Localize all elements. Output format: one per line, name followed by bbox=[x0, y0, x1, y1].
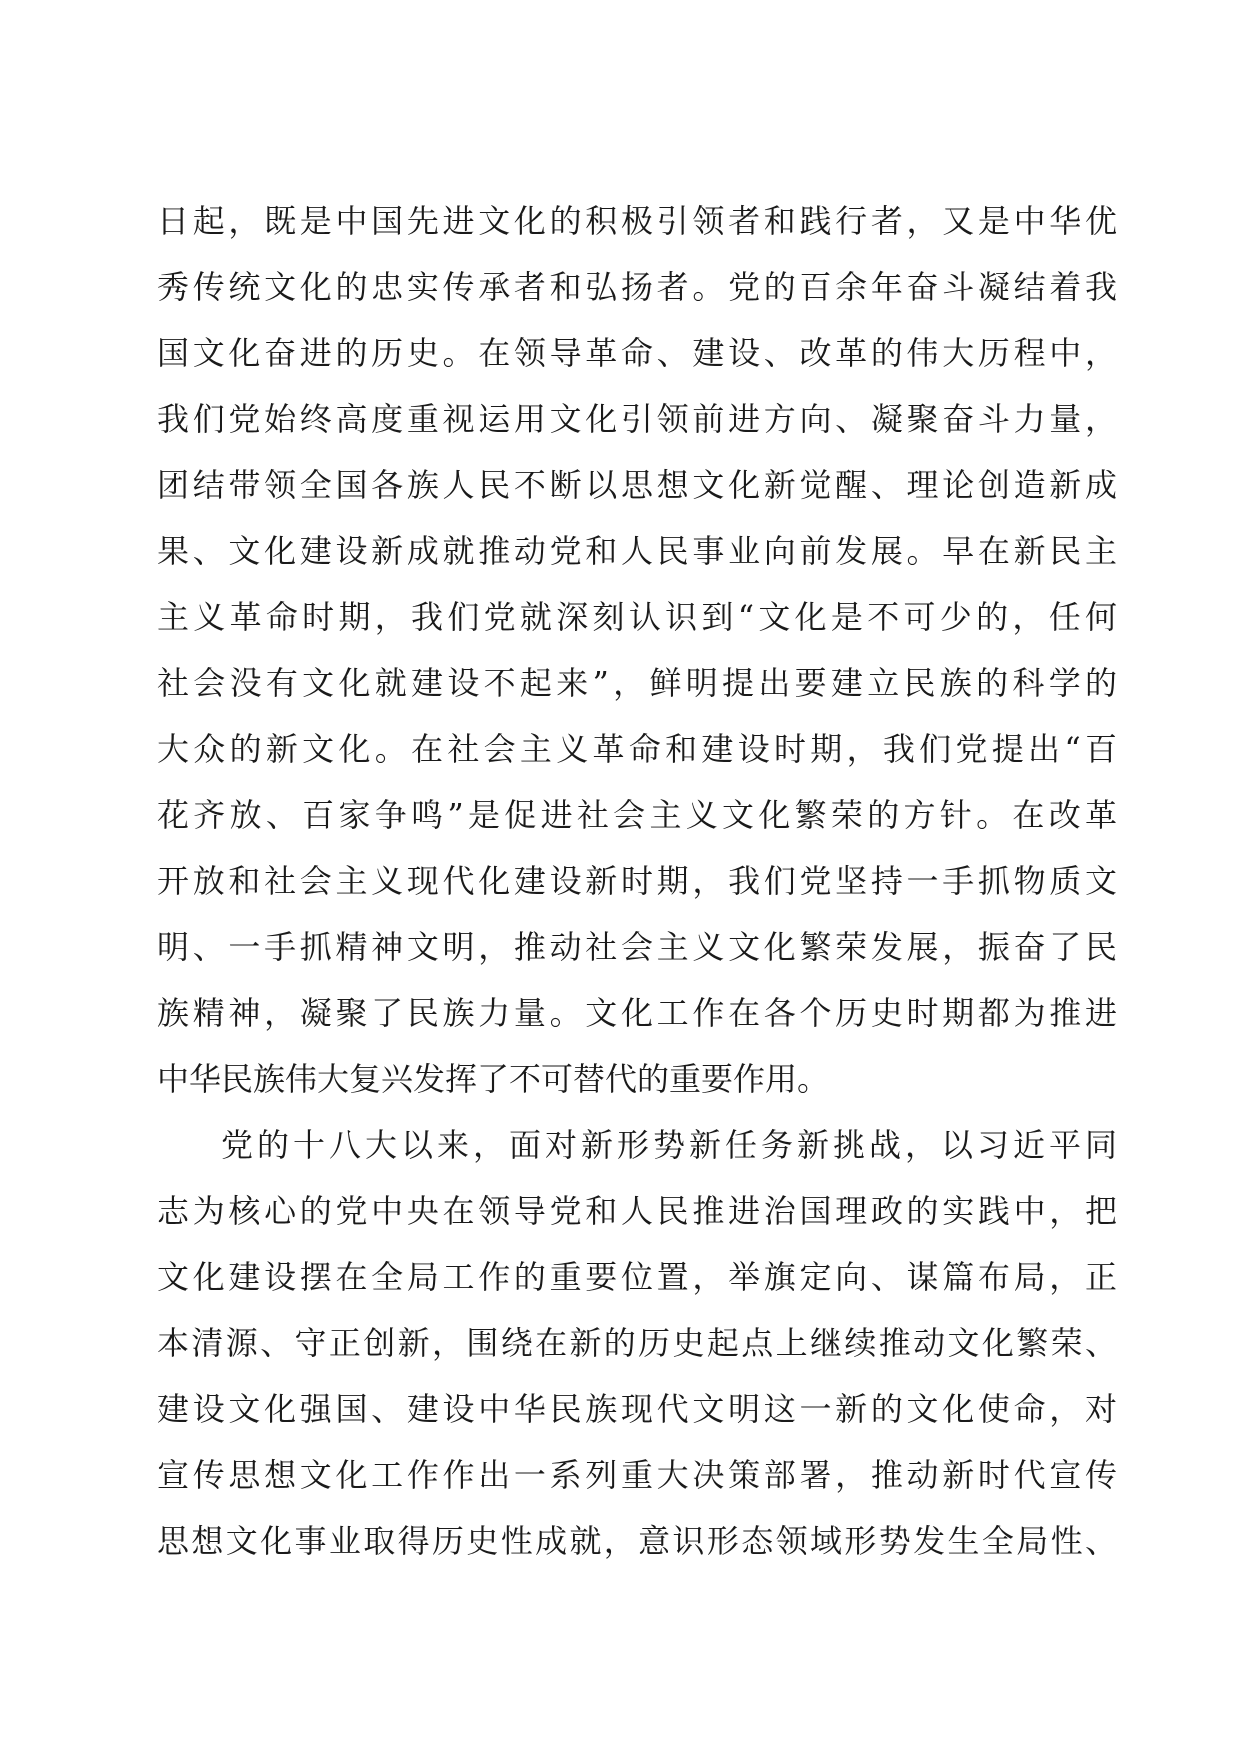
paragraph-start-line: 党的十八大以来，面对新形势新任务新挑战，以习近平同 bbox=[221, 1126, 1117, 1164]
text-line: 开放和社会主义现代化建设新时期，我们党坚持一手抓物质文 bbox=[157, 862, 1117, 900]
text-line: 主义革命时期，我们党就深刻认识到“文化是不可少的，任何 bbox=[157, 598, 1117, 636]
text-line: 秀传统文化的忠实传承者和弘扬者。党的百余年奋斗凝结着我 bbox=[157, 268, 1117, 306]
text-line: 我们党始终高度重视运用文化引领前进方向、凝聚奋斗力量， bbox=[157, 400, 1117, 438]
text-line: 大众的新文化。在社会主义革命和建设时期，我们党提出“百 bbox=[157, 730, 1117, 768]
text-line: 文化建设摆在全局工作的重要位置，举旗定向、谋篇布局，正 bbox=[157, 1258, 1117, 1296]
text-line: 社会没有文化就建设不起来”，鲜明提出要建立民族的科学的 bbox=[157, 664, 1117, 702]
text-line: 宣传思想文化工作作出一系列重大决策部署，推动新时代宣传 bbox=[157, 1456, 1117, 1494]
text-line: 果、文化建设新成就推动党和人民事业向前发展。早在新民主 bbox=[157, 532, 1117, 570]
text-line: 志为核心的党中央在领导党和人民推进治国理政的实践中，把 bbox=[157, 1192, 1117, 1230]
text-line: 建设文化强国、建设中华民族现代文明这一新的文化使命，对 bbox=[157, 1390, 1117, 1428]
text-line: 中华民族伟大复兴发挥了不可替代的重要作用。 bbox=[157, 1060, 830, 1098]
text-line: 思想文化事业取得历史性成就，意识形态领域形势发生全局性、 bbox=[157, 1522, 1117, 1560]
text-line: 日起，既是中国先进文化的积极引领者和践行者，又是中华优 bbox=[157, 202, 1117, 240]
text-line: 团结带领全国各族人民不断以思想文化新觉醒、理论创造新成 bbox=[157, 466, 1117, 504]
text-line: 族精神，凝聚了民族力量。文化工作在各个历史时期都为推进 bbox=[157, 994, 1117, 1032]
body-text bbox=[157, 188, 1117, 1574]
text-line: 本清源、守正创新，围绕在新的历史起点上继续推动文化繁荣、 bbox=[157, 1324, 1117, 1362]
text-line: 明、一手抓精神文明，推动社会主义文化繁荣发展，振奋了民 bbox=[157, 928, 1117, 966]
text-line: 国文化奋进的历史。在领导革命、建设、改革的伟大历程中， bbox=[157, 334, 1117, 372]
text-line: 花齐放、百家争鸣”是促进社会主义文化繁荣的方针。在改革 bbox=[157, 796, 1117, 834]
